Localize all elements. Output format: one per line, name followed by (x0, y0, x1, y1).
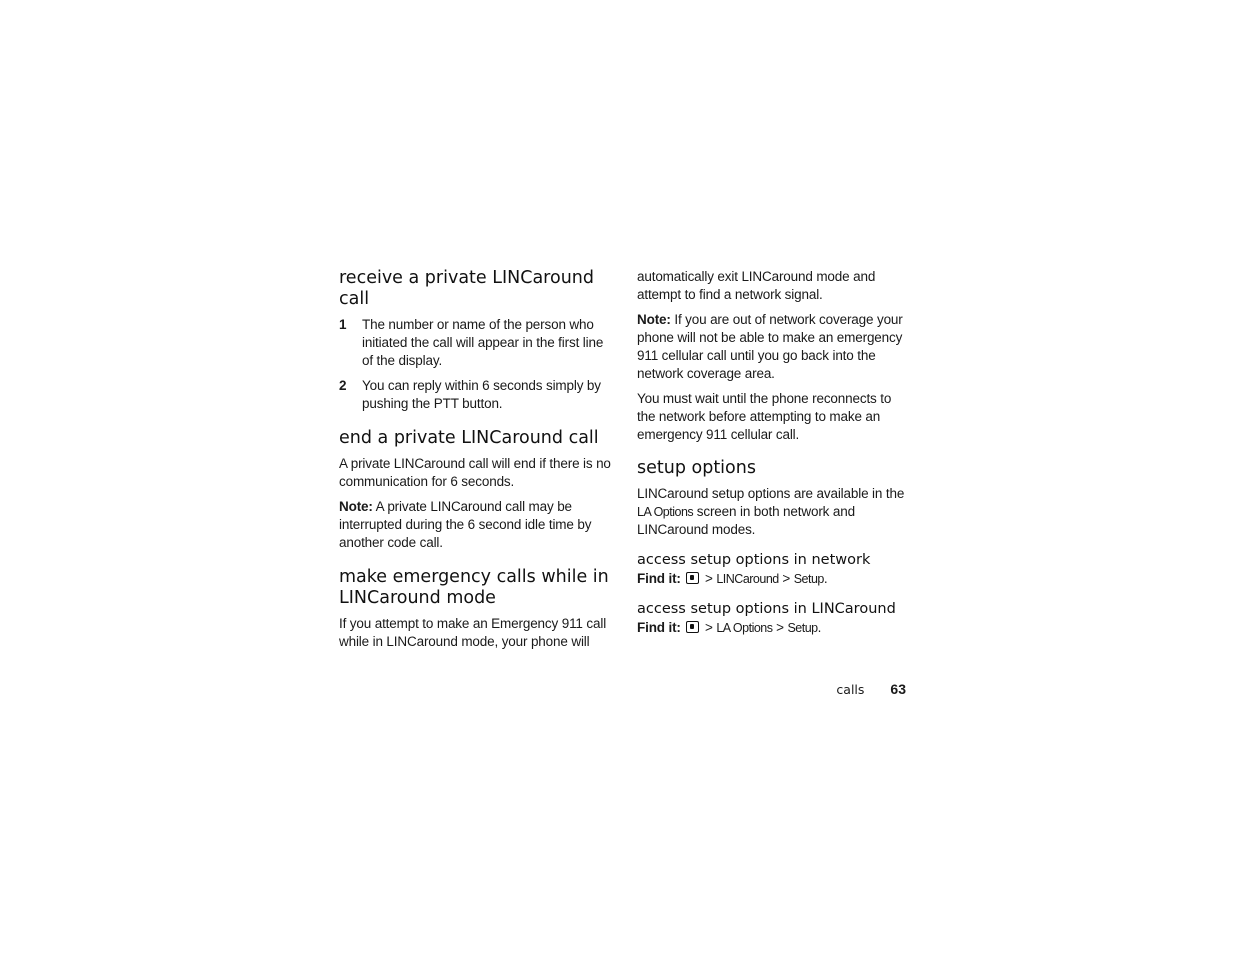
right-column (637, 268, 909, 644)
paragraph-end-call: A private LINCaround call will end if there is no communication for 6 seconds. (339, 456, 611, 489)
page-footer (0, 680, 906, 699)
heading-end-private-call: end a private LINCaround call (339, 428, 599, 448)
step-text: The number or name of the person who initiated the call will appear in the first line of the display. (362, 317, 604, 368)
step-text: You can reply within 6 seconds simply by pushing the PTT button. (362, 378, 601, 411)
separator: > (701, 620, 717, 635)
note-text: A private LINCaround call may be interrupted during the 6 second idle time by another code call. (339, 499, 592, 550)
step-1 (339, 316, 611, 370)
note-end-call (339, 498, 611, 552)
note-label: Note: (637, 312, 671, 327)
note-coverage (637, 311, 909, 383)
menu-key-icon (686, 572, 699, 584)
findit-network (637, 570, 909, 588)
period: . (817, 620, 822, 635)
setup-text: screen in both network and LINCaround modes. (637, 504, 855, 537)
findit-label: Find it: (637, 571, 681, 586)
note-label: Note: (339, 499, 373, 514)
section-name: calls (836, 682, 865, 697)
separator: > (701, 571, 717, 586)
ui-label-lincaround: LINCaround (716, 572, 779, 586)
step-number: 1 (339, 317, 347, 332)
menu-key-icon (686, 621, 699, 633)
ui-label-la-options: LA Options (716, 621, 773, 635)
receive-steps (339, 316, 611, 413)
findit-label: Find it: (637, 620, 681, 635)
ui-label-la-options: LA Options (637, 505, 694, 519)
heading-emergency-calls: make emergency calls while in LINCaround mode (339, 567, 609, 608)
period: . (823, 571, 828, 586)
paragraph-wait: You must wait until the phone reconnects to the network before attempting to make an emergency 911 cellular call. (637, 391, 892, 442)
findit-lincaround (637, 619, 909, 637)
left-column (339, 268, 611, 658)
step-number: 2 (339, 378, 347, 393)
heading-receive-private-call: receive a private LINCaround call (339, 268, 594, 309)
heading-setup-options: setup options (637, 458, 756, 478)
note-text: If you are out of network coverage your phone will not be able to make an emergency 911 cellular call until you go back into the network coverage area. (637, 312, 903, 381)
separator: > (778, 571, 794, 586)
ui-label-setup: Setup (793, 572, 824, 586)
paragraph-setup (637, 485, 909, 539)
page-number: 63 (890, 681, 906, 697)
paragraph-emergency-continued: automatically exit LINCaround mode and attempt to find a network signal. (637, 269, 876, 302)
separator: > (772, 620, 788, 635)
heading-access-network: access setup options in network (637, 552, 871, 568)
paragraph-emergency: If you attempt to make an Emergency 911 call while in LINCaround mode, your phone will (339, 616, 607, 649)
step-2 (339, 377, 611, 413)
ui-label-setup: Setup (787, 621, 818, 635)
heading-access-lincaround: access setup options in LINCaround (637, 601, 896, 617)
setup-text: LINCaround setup options are available in the (637, 486, 905, 501)
